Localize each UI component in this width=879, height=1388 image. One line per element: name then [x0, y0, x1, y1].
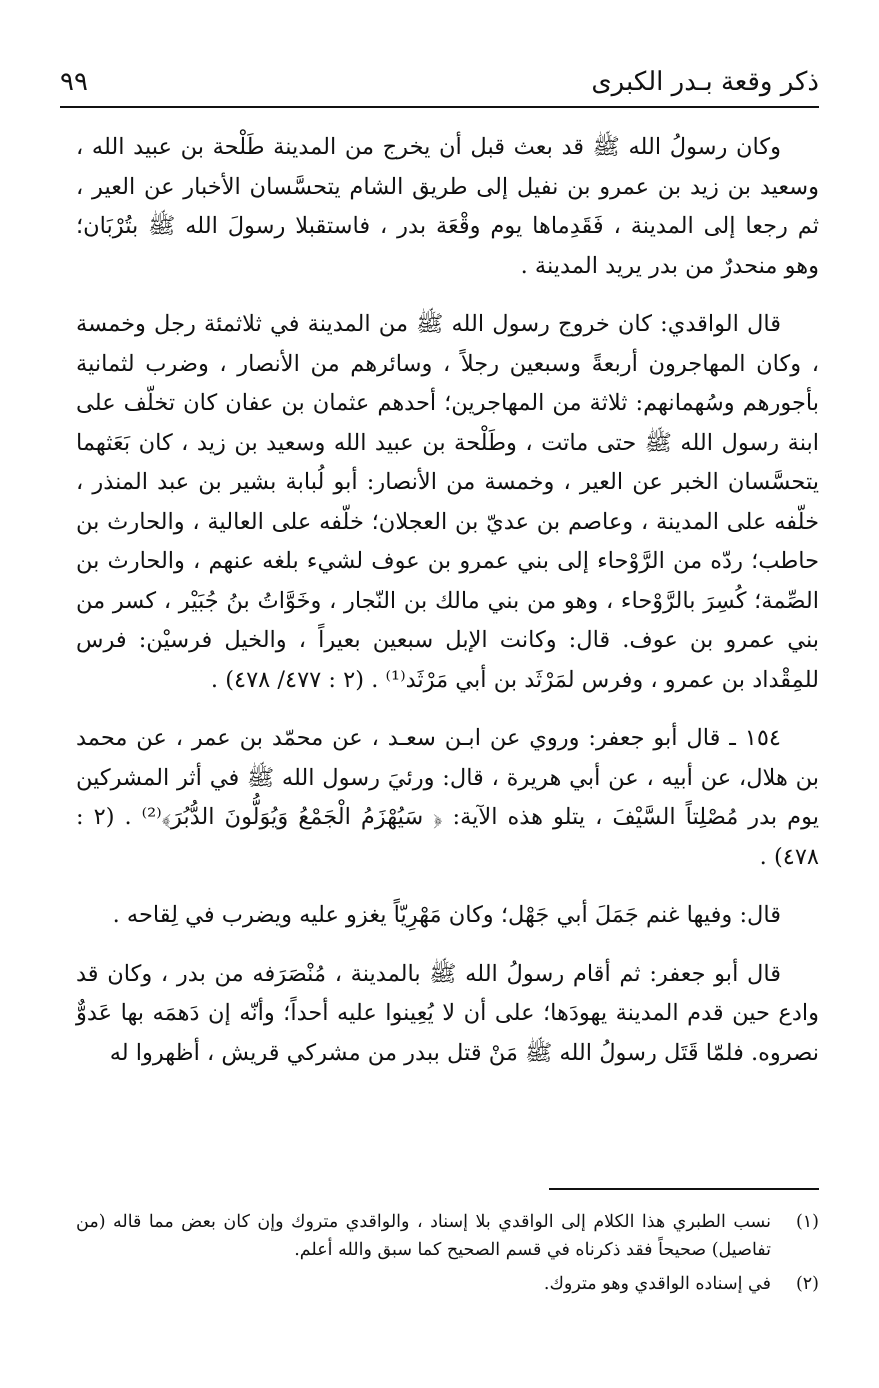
- footnote: [76, 1208, 819, 1264]
- footnote-text: نسب الطبري هذا الكلام إلى الواقدي بلا إسناد ، والواقدي متروك وإن كان بعض مما قاله (من تفاصيل) صحيحاً فقد ذكرناه في قسم الصحيح كما سبق والله أعلم.: [76, 1212, 771, 1260]
- footnote-text: في إسناده الواقدي وهو متروك.: [543, 1274, 771, 1294]
- page-number: ٩٩: [60, 67, 88, 97]
- footnote-number: (٢): [795, 1274, 819, 1294]
- footnote: [76, 1270, 819, 1298]
- footnote-number: (١): [795, 1212, 819, 1232]
- paragraph: قال أبو جعفر: ثم أقام رسولُ الله ﷺ بالمدينة ، مُنْصَرَفه من بدر ، وكان قد وادع حين قدم المدينة يهودَها؛ على أن لا يُعِينوا عليه أحداً؛ وأنّه إن دَهمَه بها عَدوٌّ نصروه. فلمّا قَتَل رسولُ الله ﷺ مَنْ قتل ببدر من مشركي قريش ، أظهروا له: [76, 960, 819, 1066]
- body-text: [76, 128, 819, 1073]
- paragraph: قال: وفيها غنم جَمَلَ أبي جَهْل؛ وكان مَهْرِيّاً يغزو عليه ويضرب في لِقاحه .: [112, 902, 781, 928]
- paragraph: قال الواقدي: كان خروج رسول الله ﷺ من المدينة في ثلاثمئة رجل وخمسة ، وكان المهاجرون أربعةً وسبعين رجلاً ، وسائرهم من الأنصار ، وضرب لثمانية بأجورهم وسُهمانهم: ثلاثة من المهاجرين؛ أحدهم عثمان بن عفان كان تخلّف على ابنة رسول الله ﷺ حتى ماتت ، وطَلْحة بن عبيد الله وسعيد بن زيد ، كان بَعَثهما يتحسَّسان الخبر عن العير ، وخمسة من الأنصار: أبو لُبابة بشير بن عبد المنذر ، خلّفه على المدينة ، وعاصم بن عديّ بن العجلان؛ خلّفه على العالية ، والحارث بن حاطب؛ ردّه من الرَّوْحاء إلى بني عمرو بن عوف لشيء بلغه عنهم ، والحارث بن الصِّمة؛ كُسِرَ بالرَّوْحاء ، وهو من بني مالك بن النّجار ، وخَوَّاتُ بنُ جُبَيْر ، كسر من بني عمرو بن عوف. قال: وكانت الإبل سبعين بعيراً ، والخيل فرسيْن: فرس للمِقْداد بن عمرو ، وفرس لمَرْثَد بن أبي مَرْثَد⁽¹⁾ . (٢ : ٤٧٧/ ٤٧٨) .: [76, 311, 819, 693]
- chapter-title: ذكر وقعة بـدر الكبرى: [591, 67, 819, 97]
- footnotes: [76, 1208, 819, 1304]
- paragraph: ١٥٤ ـ قال أبو جعفر: وروي عن ابـن سعـد ، عن محمّد بن عمر ، عن محمد بن هلال، عن أبيه ، عن أبي هريرة ، قال: ورئيَ رسول الله ﷺ في أثر المشركين يوم بدر مُصْلِتاً السَّيْفَ ، يتلو هذه الآية: ﴿ سَيُهْزَمُ الْجَمْعُ وَيُوَلُّونَ الدُّبُرَ﴾⁽²⁾ . (٢ : ٤٧٨) .: [76, 725, 820, 870]
- paragraph: وكان رسولُ الله ﷺ قد بعث قبل أن يخرج من المدينة طَلْحة بن عبيد الله ، وسعيد بن زيد بن عمرو بن نفيل إلى طريق الشام يتحسَّسان الأخبار عن العير ، ثم رجعا إلى المدينة ، فَقَدِماها يوم وقْعَة بدر ، فاستقبلا رسولَ الله ﷺ بتُرْبَان؛ وهو منحدرٌ من بدر يريد المدينة .: [76, 134, 819, 279]
- footnote-divider: [549, 1188, 819, 1190]
- header-divider: [60, 106, 819, 108]
- running-header: [60, 62, 819, 102]
